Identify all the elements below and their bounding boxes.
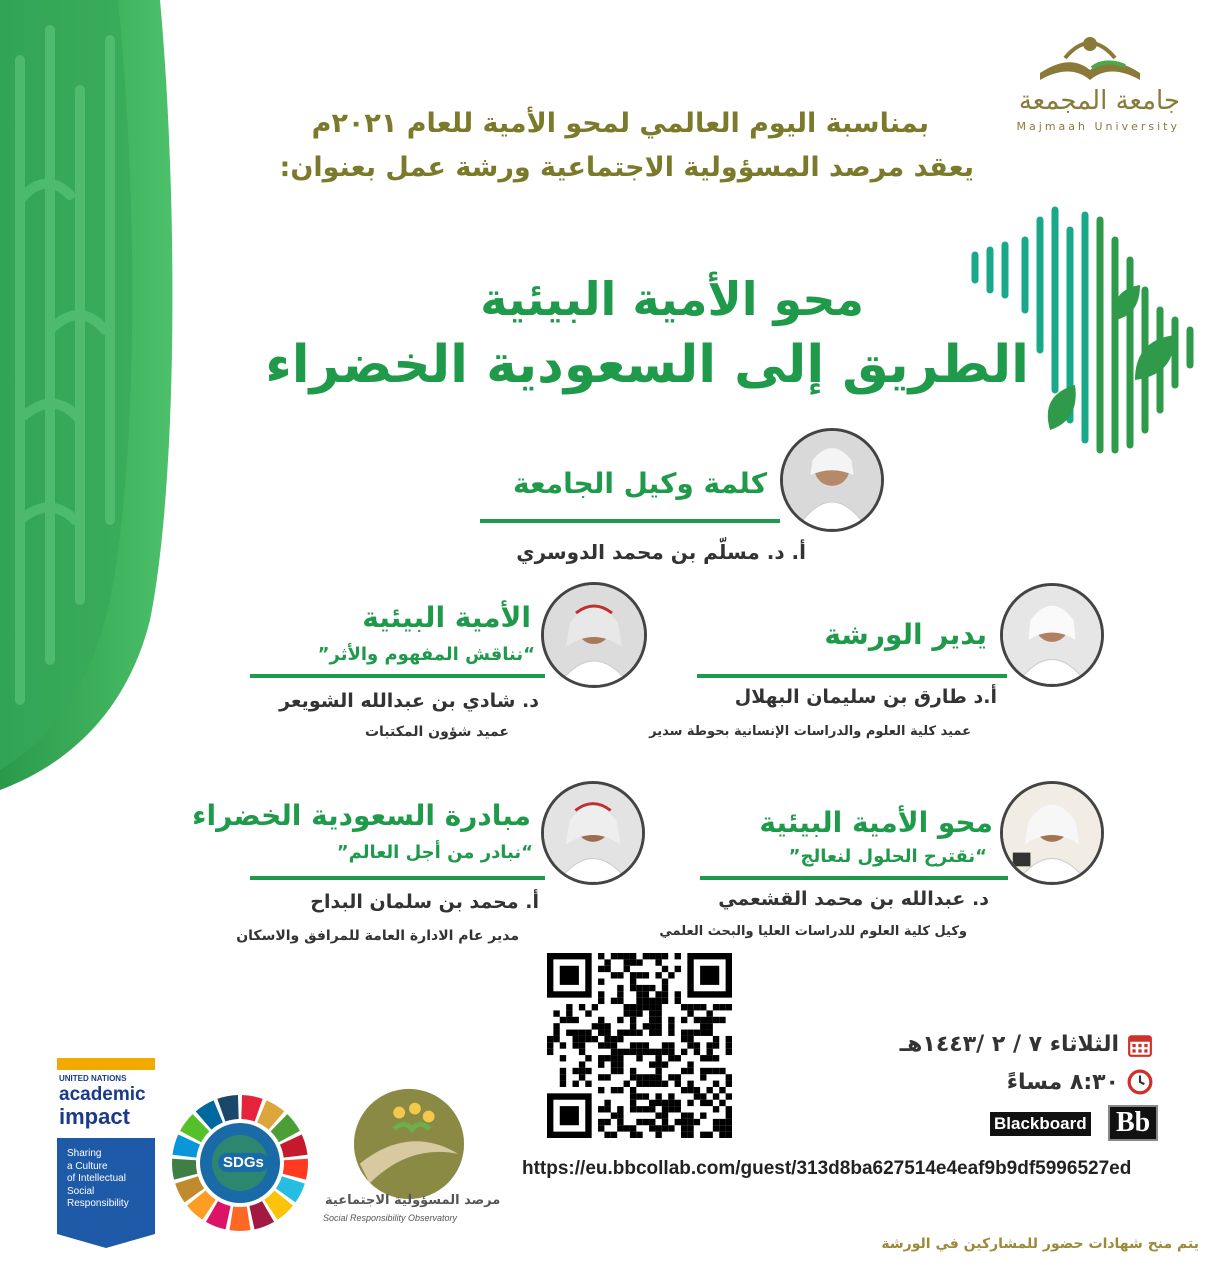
avatar-moderator [1000, 583, 1104, 687]
sro-name-ar: مرصد المسؤولية الاجتماعية [325, 1193, 501, 1208]
un-desc-line: Responsibility [67, 1198, 129, 1209]
green-title: مبادرة السعودية الخضراء [192, 799, 531, 832]
book-logo-icon [1030, 28, 1150, 88]
qr-code[interactable] [547, 953, 732, 1138]
moderator-speaker: أ.د طارق بن سليمان البهلال [734, 686, 997, 708]
eradication-divider [700, 876, 1008, 880]
green-subtitle: “نبادر من أجل العالم” [336, 842, 533, 863]
person-icon [544, 585, 644, 685]
calendar-icon [1127, 1032, 1153, 1058]
event-url-link[interactable]: https://eu.bbcollab.com/guest/313d8ba627514e4eaf9b9df5996527ed [522, 1158, 1132, 1179]
header-line-1: بمناسبة اليوم العالمي لمحو الأمية للعام ٢٠٢١م [311, 108, 929, 139]
eradication-subtitle: “نقترح الحلول لنعالج” [788, 846, 987, 867]
literacy-role: عميد شؤون المكتبات [364, 724, 509, 740]
sro-emblem-icon [350, 1085, 468, 1203]
literacy-subtitle: “نناقش المفهوم والأثر” [317, 644, 535, 665]
main-title-line-2: الطريق إلى السعودية الخضراء [265, 335, 1029, 395]
clock-icon [1127, 1069, 1153, 1095]
person-icon [1003, 784, 1101, 882]
un-line-1: UNITED NATIONS [59, 1074, 127, 1083]
opening-divider [480, 519, 780, 523]
avatar-green-speaker [541, 781, 645, 885]
blackboard-logo [990, 1105, 1165, 1143]
opening-speaker: أ. د. مسلّم بن محمد الدوسري [516, 540, 806, 564]
blackboard-wordmark: Blackboard [990, 1112, 1091, 1136]
university-name-en: Majmaah University [1016, 120, 1180, 133]
literacy-title: الأمية البيئية [362, 601, 531, 634]
opening-title: كلمة وكيل الجامعة [513, 467, 767, 500]
person-icon [783, 431, 881, 529]
person-icon [544, 784, 642, 882]
avatar-eradication-speaker [1000, 781, 1104, 885]
event-time: ٨:٣٠ مساءً [1006, 1070, 1119, 1095]
sro-name-en: Social Responsibility Observatory [323, 1213, 458, 1223]
eradication-speaker: د. عبدالله بن محمد القشعمي [718, 888, 989, 910]
blackboard-mark: Bb [1108, 1105, 1158, 1141]
un-desc-line: Social [67, 1185, 95, 1197]
moderator-divider [697, 674, 1007, 678]
literacy-speaker: د. شادي بن عبدالله الشويعر [279, 690, 539, 712]
literacy-divider [250, 674, 545, 678]
event-date: الثلاثاء ٧ / ٢ /١٤٤٣هـ [899, 1032, 1119, 1057]
eradication-role: وكيل كلية العلوم للدراسات العليا والبحث العلمي [659, 924, 967, 939]
sdgs-label: SDGs [218, 1153, 269, 1172]
avatar-literacy-speaker [541, 582, 647, 688]
moderator-title: يدير الورشة [824, 618, 987, 651]
green-role: مدير عام الادارة العامة للمرافق والاسكان [236, 928, 519, 944]
un-desc-line: Sharing [67, 1148, 102, 1159]
un-desc-line: a Culture [67, 1160, 108, 1172]
eradication-title: محو الأمية البيئية [759, 806, 993, 839]
footer-note: يتم منح شهادات حضور للمشاركين في الورشة [881, 1236, 1199, 1252]
left-decorative-panel [0, 0, 180, 790]
header-line-2: يعقد مرصد المسؤولية الاجتماعية ورشة عمل بعنوان: [279, 152, 974, 183]
un-desc-line: of Intellectual [67, 1173, 126, 1184]
sro-logo [315, 1085, 515, 1235]
green-divider [250, 876, 545, 880]
un-line-2: academic [59, 1084, 146, 1105]
un-desc-box [57, 1138, 155, 1234]
green-speaker: أ. محمد بن سلمان البداح [310, 891, 539, 913]
moderator-role: عميد كلية العلوم والدراسات الإنسانية بحوطة سدير [649, 724, 971, 739]
university-logo [990, 28, 1180, 138]
un-academic-impact-logo [57, 1058, 155, 1246]
university-name-ar: جامعة المجمعة [1018, 86, 1180, 116]
person-icon [1003, 586, 1101, 684]
main-title-line-1: محو الأمية البيئية [480, 272, 864, 326]
avatar-opening-speaker [780, 428, 884, 532]
un-line-3: impact [59, 1104, 130, 1129]
